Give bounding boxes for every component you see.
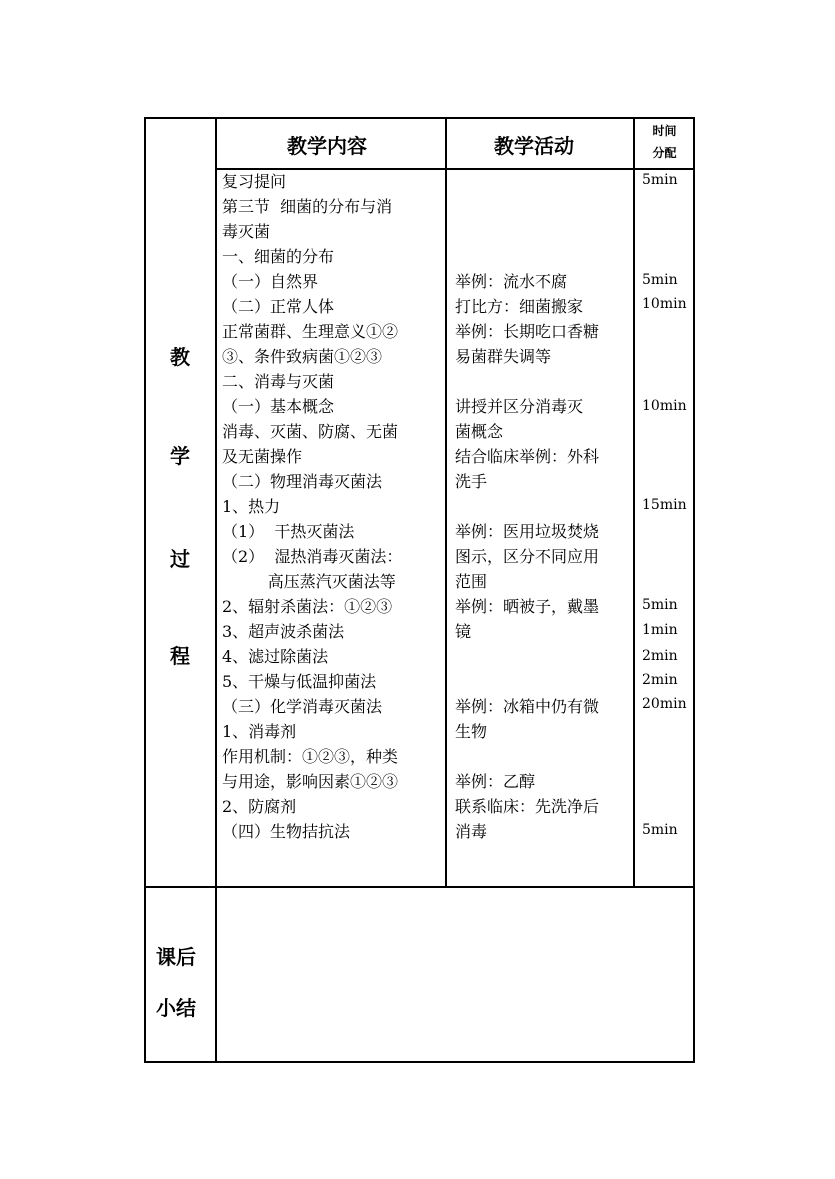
activity-line: 结合临床举例：外科 <box>455 447 600 466</box>
activity-line: 举例：医用垃圾焚烧 <box>455 522 600 541</box>
side-label-summary-2: 小结 <box>156 996 196 1020</box>
content-line: （三）化学消毒灭菌法 <box>222 697 383 716</box>
content-line: （二）正常人体 <box>222 297 335 316</box>
table-border-bottom <box>144 1061 695 1063</box>
activity-line: 联系临床：先洗净后 <box>455 797 600 816</box>
activity-line: 菌概念 <box>455 422 504 441</box>
time-entry: 5min <box>642 822 678 838</box>
activity-line: 举例：乙醇 <box>455 772 536 791</box>
time-entry: 2min <box>642 648 678 664</box>
header-time-line2: 分配 <box>652 146 677 160</box>
activity-line: 举例：冰箱中仍有微 <box>455 697 600 716</box>
time-entry: 20min <box>642 696 687 712</box>
time-entry: 10min <box>642 398 687 414</box>
content-column <box>222 169 402 844</box>
content-line: 2、辐射杀菌法：①②③ <box>222 597 393 616</box>
activity-line: 图示，区分不同应用 <box>455 547 600 566</box>
content-line: 复习提问 <box>222 172 287 191</box>
content-line: 一、细菌的分布 <box>222 247 335 266</box>
content-line: （1） 干热灭菌法 <box>222 522 355 541</box>
side-label-process-4: 程 <box>170 644 190 668</box>
activity-line: 镜 <box>455 622 472 641</box>
activity-line: 范围 <box>455 572 488 591</box>
content-line: 及无菌操作 <box>222 447 303 466</box>
header-activity-title: 教学活动 <box>494 134 574 158</box>
content-line: （四）生物拮抗法 <box>222 822 351 841</box>
content-line: 二、消毒与灭菌 <box>222 372 335 391</box>
content-line: （一）基本概念 <box>222 397 335 416</box>
content-line: 4、滤过除菌法 <box>222 647 329 666</box>
time-entry: 1min <box>642 622 678 638</box>
content-activity-divider <box>445 117 447 888</box>
activity-line: 打比方：细菌搬家 <box>455 297 584 316</box>
content-line: 第三节 细菌的分布与消 <box>222 197 393 216</box>
side-label-summary-1: 课后 <box>156 945 196 969</box>
activity-line: 洗手 <box>455 472 488 491</box>
content-line: 3、超声波杀菌法 <box>222 622 345 641</box>
activity-line: 生物 <box>455 722 488 741</box>
time-entry: 5min <box>642 172 678 188</box>
side-label-process-2: 学 <box>170 444 190 468</box>
activity-time-divider <box>633 117 635 888</box>
content-line: 高压蒸汽灭菌法等 <box>222 572 396 591</box>
activity-line: 举例：流水不腐 <box>455 272 568 291</box>
content-line: （二）物理消毒灭菌法 <box>222 472 383 491</box>
side-label-process-1: 教 <box>170 345 190 369</box>
content-line: 毒灭菌 <box>222 222 271 241</box>
side-label-divider <box>215 117 217 1063</box>
content-line: 1、消毒剂 <box>222 722 297 741</box>
header-content-title: 教学内容 <box>287 134 367 158</box>
time-entry: 2min <box>642 672 678 688</box>
content-line: 1、热力 <box>222 497 281 516</box>
table-border-right <box>693 117 695 1063</box>
activity-line: 易菌群失调等 <box>455 347 552 366</box>
time-entry: 10min <box>642 296 687 312</box>
content-line: 消毒、灭菌、防腐、无菌 <box>222 422 399 441</box>
content-line: 正常菌群、生理意义①② <box>222 322 399 341</box>
content-line: 作用机制：①②③，种类 <box>222 747 399 766</box>
table-border-left <box>144 117 146 1063</box>
activity-line: 讲授并区分消毒灭 <box>455 397 584 416</box>
side-label-process-3: 过 <box>170 547 190 571</box>
activity-line: 消毒 <box>455 822 488 841</box>
content-line: 与用途，影响因素①②③ <box>222 772 399 791</box>
time-entry: 15min <box>642 497 687 513</box>
activity-line: 举例：晒被子，戴墨 <box>455 597 600 616</box>
content-line: 5、干燥与低温抑菌法 <box>222 672 377 691</box>
section-divider <box>144 886 695 888</box>
header-time-title <box>636 120 693 164</box>
table-border-top <box>144 117 695 119</box>
time-entry: 5min <box>642 272 678 288</box>
content-line: 2、防腐剂 <box>222 797 297 816</box>
time-entry: 5min <box>642 597 678 613</box>
content-line: ③、条件致病菌①②③ <box>222 347 383 366</box>
content-line: （一）自然界 <box>222 272 319 291</box>
activity-line: 举例：长期吃口香糖 <box>455 322 600 341</box>
header-time-line1: 时间 <box>652 124 677 138</box>
content-line: （2） 湿热消毒灭菌法： <box>222 547 403 566</box>
